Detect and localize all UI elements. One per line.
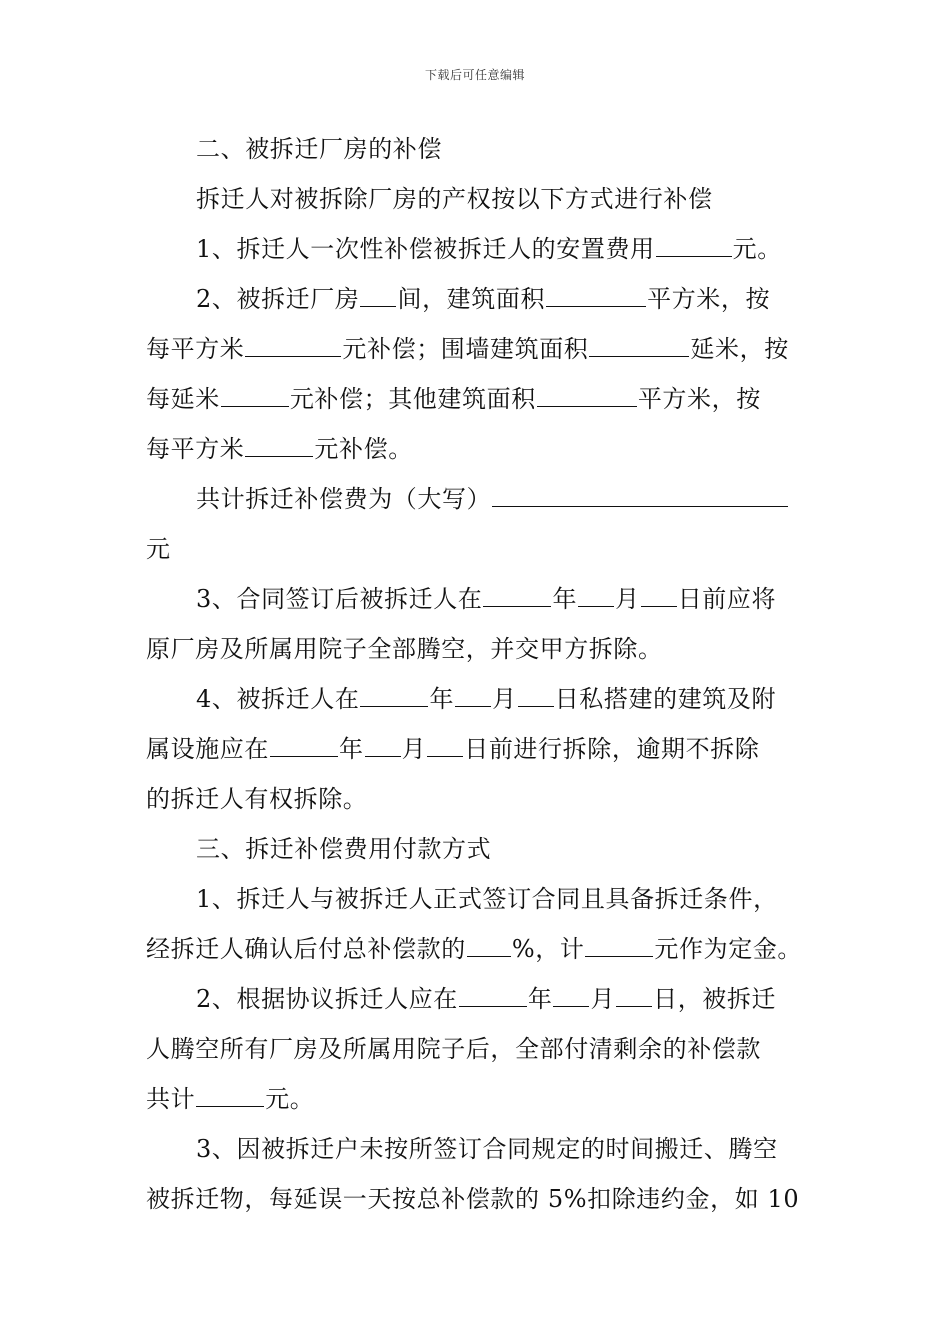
payment-2-line-2: 人腾空所有厂房及所属用院子后，全部付清剩余的补偿款 xyxy=(146,1035,761,1063)
section-heading-2: 二、被拆迁厂房的补偿 xyxy=(196,135,442,163)
clause-4-line-1: 4、被拆迁人在 年 月 日私搭建的建筑及附 xyxy=(196,685,777,713)
blank-price-per-sqm[interactable] xyxy=(245,334,341,357)
blank-price-per-meter[interactable] xyxy=(221,384,289,407)
clause-3-line-2: 原厂房及所属用院子全部腾空，并交甲方拆除。 xyxy=(146,635,663,663)
blank-resettlement-fee[interactable] xyxy=(656,234,732,257)
blank-year[interactable] xyxy=(270,734,338,757)
blank-day[interactable] xyxy=(616,984,652,1007)
blank-year[interactable] xyxy=(483,584,551,607)
clause-2-line-4: 每平方米 元补偿。 xyxy=(146,435,413,463)
blank-month[interactable] xyxy=(553,984,589,1007)
blank-remaining-amount[interactable] xyxy=(196,1084,264,1107)
blank-other-area[interactable] xyxy=(537,384,637,407)
blank-year[interactable] xyxy=(459,984,527,1007)
clause-2-line-1: 2、被拆迁厂房 间，建筑面积 平方米，按 xyxy=(196,285,771,313)
clause-4-line-3: 的拆迁人有权拆除。 xyxy=(146,785,368,813)
total-line: 共计拆迁补偿费为（大写） xyxy=(196,484,789,514)
blank-day[interactable] xyxy=(518,684,554,707)
section-heading-3: 三、拆迁补偿费用付款方式 xyxy=(196,835,492,863)
payment-2-line-3: 共计 元。 xyxy=(146,1085,315,1113)
clause-2-line-2: 每平方米 元补偿；围墙建筑面积 延米，按 xyxy=(146,335,789,363)
clause-3-line-1: 3、合同签订后被拆迁人在 年 月 日前应将 xyxy=(196,585,777,613)
blank-building-area[interactable] xyxy=(546,284,646,307)
paragraph-intro: 拆迁人对被拆除厂房的产权按以下方式进行补偿 xyxy=(196,185,713,213)
blank-month[interactable] xyxy=(578,584,614,607)
blank-deposit-amount[interactable] xyxy=(585,934,653,957)
payment-3-line-1: 3、因被拆迁户未按所签订合同规定的时间搬迁、腾空 xyxy=(196,1135,778,1163)
clause-2-line-3: 每延米 元补偿；其他建筑面积 平方米，按 xyxy=(146,385,761,413)
blank-day[interactable] xyxy=(427,734,463,757)
payment-1-line-2: 经拆迁人确认后付总补偿款的 %，计 元作为定金。 xyxy=(146,935,803,963)
blank-factory-rooms[interactable] xyxy=(360,284,396,307)
blank-month[interactable] xyxy=(455,684,491,707)
blank-deposit-percent[interactable] xyxy=(467,934,511,957)
clause-4-line-2: 属设施应在 年 月 日前进行拆除，逾期不拆除 xyxy=(146,735,760,763)
blank-month[interactable] xyxy=(365,734,401,757)
total-unit: 元 xyxy=(146,535,171,563)
payment-3-line-2: 被拆迁物，每延误一天按总补偿款的 5%扣除违约金，如 10 xyxy=(146,1185,800,1213)
blank-other-price[interactable] xyxy=(245,434,313,457)
blank-day[interactable] xyxy=(641,584,677,607)
blank-wall-length[interactable] xyxy=(589,334,689,357)
clause-1: 1、拆迁人一次性补偿被拆迁人的安置费用 元。 xyxy=(196,235,782,263)
payment-1-line-1: 1、拆迁人与被拆迁人正式签订合同且具备拆迁条件， xyxy=(196,885,778,913)
payment-2-line-1: 2、根据协议拆迁人应在 年 月 日，被拆迁 xyxy=(196,985,777,1013)
blank-year[interactable] xyxy=(360,684,428,707)
page-header: 下载后可任意编辑 xyxy=(424,68,525,82)
blank-total-amount[interactable] xyxy=(492,484,788,507)
